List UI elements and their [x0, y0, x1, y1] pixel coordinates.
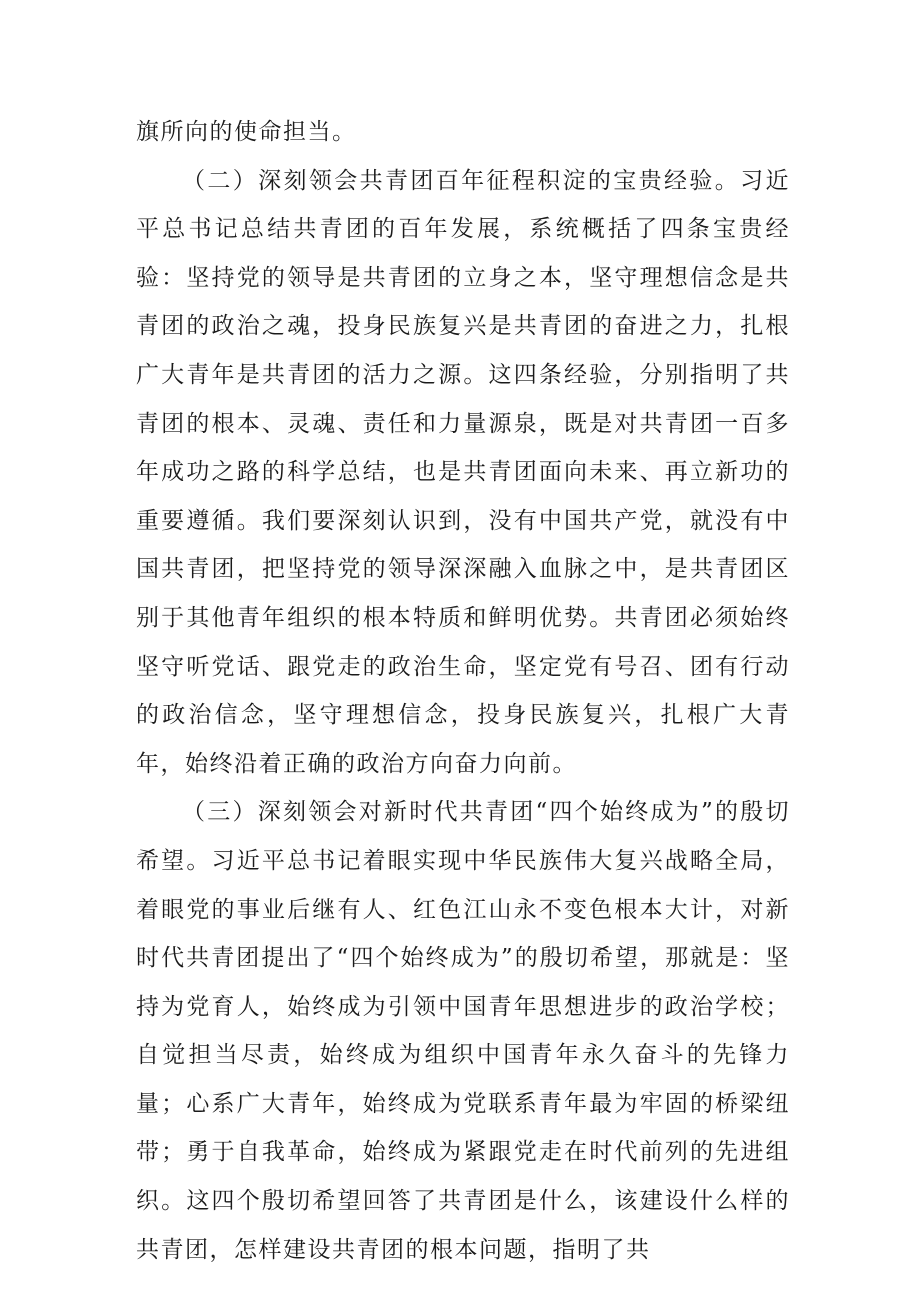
- paragraph-continuation: 旗所向的使命担当。: [136, 119, 357, 145]
- paragraph-section-two: （二）深刻领会共青团百年征程积淀的宝贵经验。习近平总书记总结共青团的百年发展，系统概括了四条宝贵经验：坚持党的领导是共青团的立身之本，坚守理想信念是共青团的政治之魂，投身民族复兴是共青团的奋进之力，扎根广大青年是共青团的活力之源。这四条经验，分别指明了共青团的根本、灵魂、责任和力量源泉，既是对共青团一百多年成功之路的科学总结，也是共青团面向未来、再立新功的重要遵循。我们要深刻认识到，没有中国共产党，就没有中国共青团，把坚持党的领导深深融入血脉之中，是共青团区别于其他青年组织的根本特质和鲜明优势。共青团必须始终坚守听党话、跟党走的政治生命，坚定党有号召、团有行动的政治信念，坚守理想信念，投身民族复兴，扎根广大青年，始终沿着正确的政治方向奋力向前。: [136, 167, 790, 777]
- paragraph-section-three: （三）深刻领会对新时代共青团“四个始终成为”的殷切希望。习近平总书记着眼实现中华民族伟大复兴战略全局，着眼党的事业后继有人、红色江山永不变色根本大计，对新时代共青团提出了“四个始终成为”的殷切希望，那就是：坚持为党育人，始终成为引领中国青年思想进步的政治学校；自觉担当尽责，始终成为组织中国青年永久奋斗的先锋力量；心系广大青年，始终成为党联系青年最为牢固的桥梁纽带；勇于自我革命，始终成为紧跟党走在时代前列的先进组织。这四个殷切希望回答了共青团是什么，该建设什么样的共青团，怎样建设共青团的根本问题，指明了共: [136, 799, 790, 1263]
- document-body: [136, 108, 790, 1274]
